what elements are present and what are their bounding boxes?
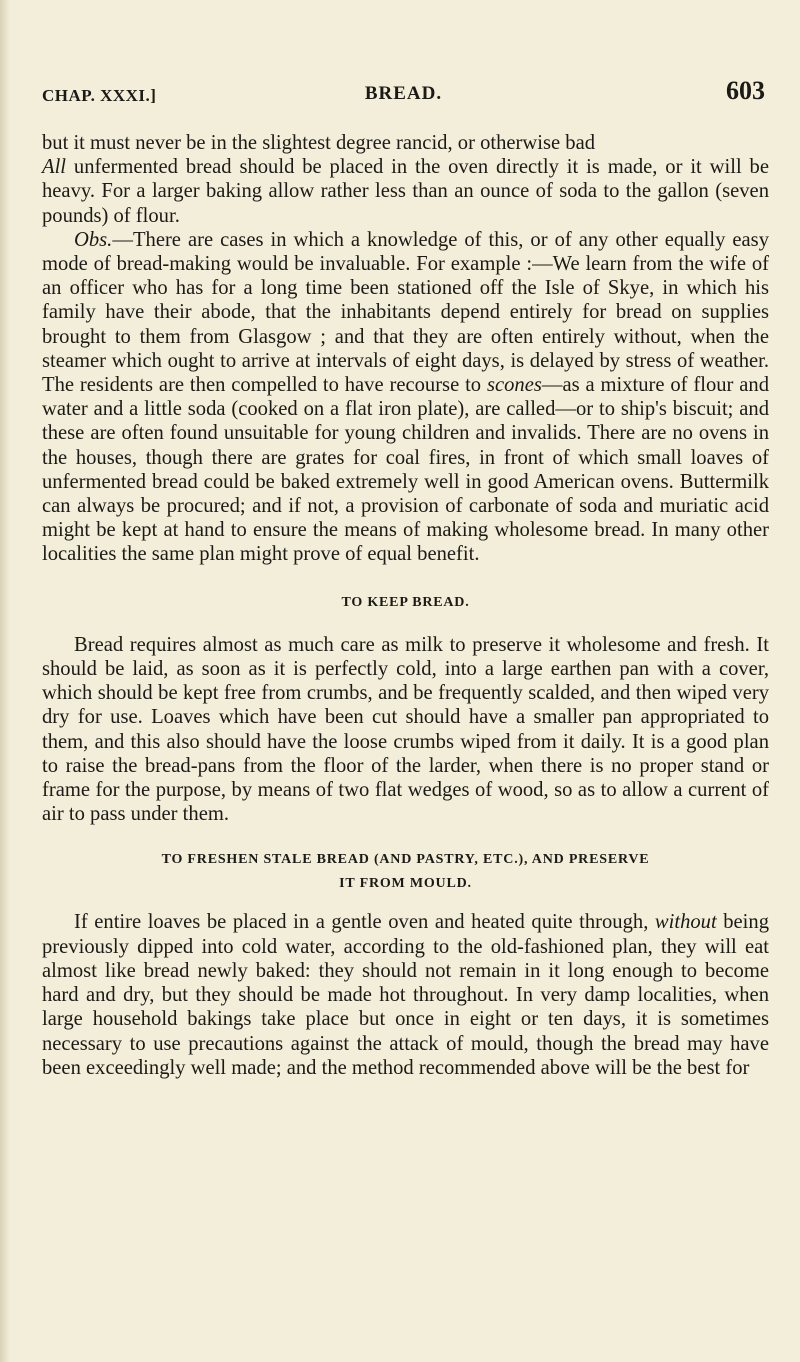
paragraph-freshen-bread: [42, 910, 769, 1079]
heading-line: TO FRESHEN STALE BREAD (AND PASTRY, ETC.), AND PRESERVE: [161, 852, 650, 868]
paragraph-unfermented: [42, 155, 769, 228]
paragraph-text: Bread requires almost as much care as milk to preserve it wholesome and fresh. It should be laid, as soon as it is perfectly cold, into a large earthen pan with a cover, which should be kept free from crumbs, and be frequently scalded, and then wiped very dry for use. Loaves which have been cut should have a smaller pan appropriated to them, and this also should have the loose crumbs wiped from it daily. It is a good plan to raise the bread-pans from the floor of the larder, when there is no proper stand or frame for the purpose, by means of two flat wedges of wood, so as to allow a current of air to pass under them.: [42, 633, 769, 826]
page-number: 603: [726, 76, 765, 105]
paragraph-obs: [42, 228, 769, 567]
italic-word: scones: [486, 374, 542, 397]
heading-line: IT FROM MOULD.: [339, 876, 472, 892]
page-title: BREAD.: [364, 83, 443, 104]
chapter-label: CHAP. XXXI.]: [42, 86, 157, 105]
italic-word: Obs.: [74, 228, 113, 251]
section-heading-keep-bread: TO KEEP BREAD.: [341, 594, 470, 610]
paragraph-text: —as a mixture of flour and water and a little soda (cooked on a flat iron plate), are called—or to ship's biscuit; and these are often found unsuitable for young children and invalids. There are no ovens in the houses, though there are grates for coal fires, in front of which small loaves of unfermented bread could be baked extremely well in good American ovens. Buttermilk can always be procured; and if not, a provision of carbonate of soda and muriatic acid might be kept at hand to ensure the means of making wholesome bread. In many other localities the same plan might prove of equal benefit.: [42, 374, 769, 566]
section-heading-freshen-bread: [42, 848, 769, 896]
paragraph-text: unfermented bread should be placed in the oven directly it is made, or it will be heavy. For a larger baking allow rather less than an ounce of soda to the gallon (seven pounds) of flour.: [42, 156, 769, 227]
paragraph-text: If entire loaves be placed in a gentle oven and heated quite through,: [74, 911, 655, 934]
paragraph-keep-bread: [42, 633, 769, 827]
italic-word: All: [42, 156, 67, 179]
paragraph-text: but it must never be in the slightest degree rancid, or otherwise bad: [42, 132, 596, 154]
running-header: [42, 76, 765, 116]
paragraph-continued: [42, 131, 769, 155]
italic-word: without: [654, 911, 717, 934]
page-body: [42, 131, 769, 1080]
paragraph-text: being previously dipped into cold water, according to the old-fashioned plan, they will eat almost like bread newly baked: they should not remain in it long enough to become hard and dry, but they should be made hot throughout. In very damp localities, when large household bakings take place but once in eight or ten days, it is sometimes necessary to use precautions against the attack of mould, though the bread may have been exceedingly well made; and the method recommended above will be the best for: [42, 911, 769, 1079]
page-edge: [0, 0, 10, 1362]
paragraph-text: —There are cases in which a knowledge of this, or of any other equally easy mode of bread-making would be invaluable. For example :—We learn from the wife of an officer who has for a long time been stationed off the Isle of Skye, in which his family have their abode, that the inhabitants depend entirely for bread on supplies brought to them from Glasgow ; and that they are often entirely without, when the steamer which ought to arrive at intervals of eight days, is delayed by stress of weather. The residents are then compelled to have recourse to: [42, 228, 769, 397]
